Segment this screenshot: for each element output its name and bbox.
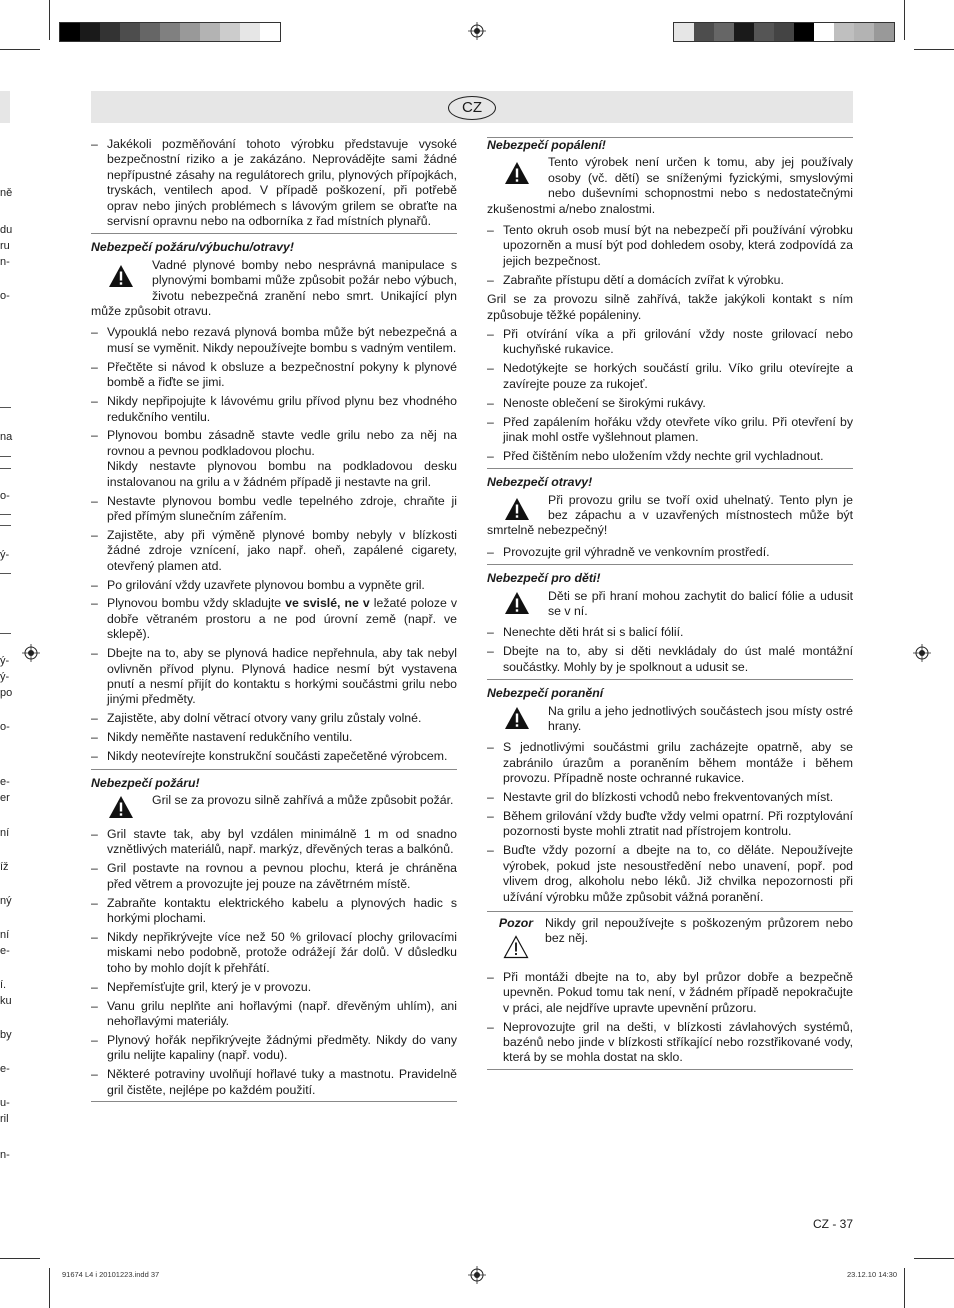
list-item-text: Dbejte na to, aby si děti nevkládaly do úst malé montážní součástky. Mohly by je spolknout a udusit se. xyxy=(503,644,853,674)
list-dash: – xyxy=(91,711,98,726)
edge-fragment: íž xyxy=(0,861,9,873)
color-swatch xyxy=(874,23,894,41)
list-dash: – xyxy=(91,929,98,944)
list-item xyxy=(487,273,853,288)
crop-mark xyxy=(914,49,954,50)
list-dash: – xyxy=(487,843,494,858)
list-item-text: Při otvírání víka a při grilování vždy noste grilovací nebo kuchyňské rukavice. xyxy=(503,326,853,357)
edge-fragment: e- xyxy=(0,776,10,788)
crop-mark xyxy=(904,1268,905,1308)
list-dash: – xyxy=(487,544,494,559)
list-dash: – xyxy=(91,359,98,374)
edge-fragment: ril xyxy=(0,1113,9,1125)
section-children xyxy=(487,564,853,675)
edge-fragment: na xyxy=(0,431,13,443)
color-swatch xyxy=(834,23,854,41)
section-title: Nebezpečí poranění xyxy=(487,686,604,701)
color-swatches-left xyxy=(59,22,281,42)
edge-fragment: er xyxy=(0,792,10,804)
crop-mark xyxy=(49,0,50,40)
edge-fragment: o- xyxy=(0,490,10,502)
list-dash: – xyxy=(487,740,494,755)
list-item xyxy=(91,999,457,1030)
warning-triangle-filled-icon xyxy=(504,497,530,521)
left-edge-bar xyxy=(0,91,10,123)
list-dash: – xyxy=(487,223,494,238)
warning-text: Na grilu a jeho jednotlivých součástech jsou místy ostré hrany. xyxy=(548,703,853,733)
warning-triangle-outline-icon xyxy=(503,935,529,959)
edge-rule xyxy=(0,514,11,515)
crop-mark xyxy=(914,1258,954,1259)
list-item-text: ležaté poloze v dobře větraném prostoru a ne pod úrovní země (např. ve sklepě). xyxy=(107,596,458,642)
list-item-text: Nenechte děti hrát si s balicí fólií. xyxy=(503,625,684,640)
list-dash: – xyxy=(91,1067,98,1082)
list-item xyxy=(487,625,853,640)
color-swatch xyxy=(754,23,774,41)
list-item-text: Nikdy neotevírejte konstrukční součásti zapečetěné výrobcem. xyxy=(107,749,448,764)
right-column xyxy=(487,137,853,1070)
section-title: Nebezpečí pro děti! xyxy=(487,571,601,586)
list-item: – Jakékoli pozměňování tohoto výrobku představuje vysoké bezpečnostní riziko a je zakázáno. Neprovádějte sami žádné nepřípustné zásahy na regulátorech grilu, plynových přípojkách, tryskách, ventilech apod. V případě poškození, při potřebě oprav nebo jiných problémech s lávovým grilem se obraťte na servisní opravnu nebo na odborníka z řad místních plynařů. xyxy=(91,137,457,229)
section-burn xyxy=(487,137,853,464)
list-dash: – xyxy=(91,998,98,1013)
list-item-text: Před čištěním nebo uložením vždy nechte gril vychladnout. xyxy=(503,448,824,463)
section-fire-explosion xyxy=(91,233,457,764)
date-slug: 23.12.10 14:30 xyxy=(846,1270,897,1279)
list-item-text: Plynový hořák nepřikrývejte žádnými předměty. Nikdy do vany grilu nelijte kapaliny (např. vodu). xyxy=(107,1032,457,1063)
list-dash: – xyxy=(487,790,494,805)
list-item xyxy=(91,730,457,745)
list-item xyxy=(91,360,457,391)
list-item-text: Nikdy neměňte nastavení redukčního ventilu. xyxy=(107,730,353,745)
color-swatch xyxy=(140,23,160,41)
list-dash: – xyxy=(487,625,494,640)
registration-mark-icon xyxy=(913,644,931,662)
edge-rule xyxy=(0,525,11,526)
list-item xyxy=(487,1020,853,1066)
list-item-text: Plynovou bombu vždy skladujte xyxy=(107,596,286,611)
edge-fragment: ý- xyxy=(0,549,10,561)
list-dash: – xyxy=(91,577,98,592)
list-dash: – xyxy=(91,428,98,443)
list-item-text: Zabraňte kontaktu elektrického kabelu a plynových hadic s horkými plochami. xyxy=(107,895,457,925)
crop-mark xyxy=(0,49,40,50)
color-swatch xyxy=(200,23,220,41)
list-dash: – xyxy=(487,361,494,376)
color-swatch xyxy=(854,23,874,41)
list-item xyxy=(91,980,457,995)
edge-fragment: ý- xyxy=(0,655,10,667)
list-item-text: Nestavte gril do blízkosti vchodů nebo frekventovaných míst. xyxy=(503,790,834,805)
list-item-text: Nikdy nepřipojujte k lávovému grilu přívod plynu bez vhodného redukčního ventilu. xyxy=(107,394,457,424)
list-item-text: Nestavte plynovou bombu vedle tepelného zdroje, chraňte ji před přímým slunečním zářením. xyxy=(107,493,457,523)
edge-rule xyxy=(0,468,11,469)
paragraph: Gril se za provozu silně zahřívá, takže jakýkoli kontakt s ním způsobuje těžké popáleniny. xyxy=(487,292,853,322)
list-item xyxy=(487,790,853,805)
list-item xyxy=(91,827,457,858)
list-item-text: Po grilování vždy uzavřete plynovou bombu a vypněte gril. xyxy=(107,577,425,592)
list-item xyxy=(487,361,853,392)
color-swatch xyxy=(774,23,794,41)
edge-fragment: e- xyxy=(0,1063,10,1075)
list xyxy=(91,827,457,1098)
registration-mark-icon xyxy=(22,644,40,662)
edge-fragment: ku xyxy=(0,995,12,1007)
edge-rule xyxy=(0,633,11,634)
list-item xyxy=(487,327,853,358)
crop-mark xyxy=(0,1258,40,1259)
list-item xyxy=(487,644,853,675)
list xyxy=(487,740,853,905)
list xyxy=(91,325,457,764)
section-fire xyxy=(91,769,457,1098)
color-swatch xyxy=(260,23,280,41)
list-item-text: Nedotýkejte se horkých součástí grilu. Víko grilu otevírejte a zavírejte pouze za rukojeť. xyxy=(503,361,853,391)
color-swatch xyxy=(220,23,240,41)
list-item xyxy=(91,494,457,525)
list-item-text: Provozujte gril výhradně ve venkovním prostředí. xyxy=(503,544,770,559)
list-item-text: Při montáži dbejte na to, aby byl průzor dobře a bezpečně upevněn. Pokud tomu tak není, v žádném případě nepokračujte v práci, ale nejdříve upravte upevnění průzoru. xyxy=(503,969,853,1015)
list-item xyxy=(91,711,457,726)
warning-text: Vadné plynové bomby nebo nesprávná manipulace s plynovými bombami může způsobit požár nebo výbuch, životu nebezpečná zranění nebo smrt. Unikající plyn může způsobit otravu. xyxy=(91,257,457,319)
warning-triangle-filled-icon xyxy=(108,795,134,819)
color-swatch xyxy=(714,23,734,41)
crop-mark xyxy=(904,0,905,40)
color-swatch xyxy=(180,23,200,41)
color-swatch xyxy=(60,23,80,41)
list-item xyxy=(487,223,853,269)
list-item-text: Plynovou bombu zásadně stavte vedle grilu nebo za něj na rovnou a pevnou podkladovou plochu. Nikdy nestavte plynovou bombu na podkladovou desku instalovanou na grilu a v žádném případě ji nestavte na gril. xyxy=(107,428,457,489)
divider xyxy=(91,1101,457,1102)
list-dash: – xyxy=(91,596,98,611)
edge-fragment: ý- xyxy=(0,671,10,683)
section-title: Nebezpečí požáru/výbuchu/otravy! xyxy=(91,240,294,255)
list-item-text: Gril postavte na rovnou a pevnou plochu, která je chráněna před větrem a provozujte jej pouze na závětrném místě. xyxy=(107,861,457,891)
edge-fragment: o- xyxy=(0,290,10,302)
caution-text: Nikdy gril nepoužívejte s poškozeným průzorem nebo bez něj. xyxy=(545,915,853,946)
list-item-text: Nikdy nepřikrývejte více než 50 % grilovací plochy grilovacími miskami nebo podobně, protože odrážejí žár dolů. V důsledku toho by mohlo dojít k přehřátí. xyxy=(107,929,457,975)
list xyxy=(487,327,853,464)
warning-text: Gril se za provozu silně zahřívá a může způsobit požár. xyxy=(152,792,454,807)
edge-fragment: e- xyxy=(0,945,10,957)
list-dash: – xyxy=(487,969,494,984)
list-item xyxy=(91,596,457,642)
list-item-text: Nenoste oblečení se širokými rukávy. xyxy=(503,395,706,410)
edge-fragment: n- xyxy=(0,1149,10,1161)
list-dash: – xyxy=(91,1032,98,1047)
registration-mark-icon xyxy=(468,1266,486,1284)
list-dash: – xyxy=(91,730,98,745)
bold-phrase: ve svislé, ne v xyxy=(285,596,370,611)
list-dash: – xyxy=(91,861,98,876)
list xyxy=(487,970,853,1066)
list-dash: – xyxy=(91,979,98,994)
list-item-text: Vypouklá nebo rezavá plynová bomba může být nebezpečná a musí se vyměnit. Nikdy nepoužívejte bombu s vadným ventilem. xyxy=(107,325,457,355)
list-item-text: Gril stavte tak, aby byl vzdálen minimálně 1 m od snadno vznětlivých materiálů, např. markýz, dřevěných teras a balkónů. xyxy=(107,826,457,857)
list-item xyxy=(487,396,853,411)
list-item xyxy=(487,843,853,905)
list-item xyxy=(91,861,457,892)
list-item xyxy=(91,394,457,425)
section-title: Nebezpečí popálení! xyxy=(487,138,606,152)
warning-triangle-filled-icon xyxy=(504,161,530,185)
list-item xyxy=(487,809,853,840)
edge-fragment: by xyxy=(0,1029,12,1041)
left-column xyxy=(91,137,457,1102)
list-item-text: Buďte vždy pozorní a dbejte na to, co děláte. Nepoužívejte výrobek, pokud jste nesoustředění nebo unavení, popř. pod vlivem drog, alkoholu nebo léků. Již chvilka nepozornosti při užívání výrobku může způsobit vážná poranění. xyxy=(503,843,853,904)
edge-fragment: u- xyxy=(0,1097,10,1109)
edge-fragment: du xyxy=(0,224,13,236)
list xyxy=(487,625,853,675)
list-dash: – xyxy=(91,646,98,661)
list-item-text: Tento okruh osob musí být na nebezpečí při používání výrobku upozorněn a musí být pod dohledem osoby, která zodpovídá za jejich bezpečnost. xyxy=(503,223,853,268)
caution-label: Pozor xyxy=(498,915,534,930)
file-slug: 91674 L4 i 20101223.indd 37 xyxy=(62,1270,160,1279)
list xyxy=(487,223,853,288)
edge-fragment: ru xyxy=(0,240,10,252)
divider xyxy=(487,1069,853,1070)
list-item xyxy=(91,646,457,708)
language-badge: CZ xyxy=(448,96,496,120)
edge-fragment: po xyxy=(0,687,13,699)
list-dash: – xyxy=(487,809,494,824)
list-item xyxy=(487,449,853,464)
color-swatch xyxy=(734,23,754,41)
registration-mark-icon xyxy=(468,22,486,40)
color-swatches-right xyxy=(673,22,895,42)
list-item-text: Přečtěte si návod k obsluze a bezpečnostní pokyny k plynové bombě a řiďte se jimi. xyxy=(107,359,457,390)
color-swatch xyxy=(240,23,260,41)
list-item xyxy=(487,545,853,560)
color-swatch xyxy=(120,23,140,41)
warning-text: Děti se při hraní mohou zachytit do balicí fólie a udusit se v ní. xyxy=(548,588,853,619)
list-dash: – xyxy=(91,826,98,841)
list-item-text: Zabraňte přístupu dětí a domácích zvířat k výrobku. xyxy=(503,272,784,287)
list-dash: – xyxy=(91,493,98,508)
list-item-text: Zajistěte, aby při výměně plynové bomby nebyly v blízkosti žádné zdroje vznícení, jako např. oheň, zapálené cigarety, otevřený plamen atd. xyxy=(107,527,457,573)
list-item xyxy=(91,325,457,356)
list-item-text: Před zapálením hořáku vždy otevřete víko grilu. Při otevření by jinak mohl ostře vyšlehnout plamen. xyxy=(503,414,853,444)
list-dash: – xyxy=(487,272,494,287)
edge-fragment: o- xyxy=(0,721,10,733)
color-swatch xyxy=(794,23,814,41)
edge-fragment: ný xyxy=(0,895,12,907)
list-dash: – xyxy=(487,1019,494,1034)
list-item xyxy=(91,896,457,927)
list-item xyxy=(91,428,457,490)
color-swatch xyxy=(80,23,100,41)
list-item-text: Neprovozujte gril na dešti, v blízkosti závlahových systémů, bazénů nebo jinde v blízkosti stříkající nebo rozstřikované vody, která by se mohla dostat na sklo. xyxy=(503,1019,853,1065)
section-title: Nebezpečí otravy! xyxy=(487,475,593,490)
list-item xyxy=(91,578,457,593)
list-dash: – xyxy=(487,644,494,659)
color-swatch xyxy=(694,23,714,41)
list-item-text: Některé potraviny uvolňují hořlavé tuky a mastnotu. Pravidelně gril čistěte, nejlépe po každém použití. xyxy=(107,1067,457,1097)
list-dash: – xyxy=(487,395,494,410)
edge-fragment: ně xyxy=(0,187,13,199)
warning-text: Při provozu grilu se tvoří oxid uhelnatý. Tento plyn je bez zápachu a v uzavřených místnostech může být smrtelně nebezpečný! xyxy=(487,492,853,538)
crop-mark xyxy=(49,1268,50,1308)
edge-rule xyxy=(0,407,11,408)
warning-triangle-filled-icon xyxy=(504,706,530,730)
list-item-text: Během grilování vždy buďte vždy velmi opatrní. Při rozptylování pozornosti byste mohli ztratit nad přístrojem kontrolu. xyxy=(503,809,853,839)
list-item xyxy=(91,930,457,976)
warning-text: Tento výrobek není určen k tomu, aby jej používaly osoby (vč. dětí) se sníženými fyzickými, smyslovými nebo duševními schopnostmi nebo s nedostatečnými zkušenostmi a/nebo znalostmi. xyxy=(487,155,853,216)
list-dash: – xyxy=(487,326,494,341)
list-item xyxy=(91,1033,457,1064)
list-dash: – xyxy=(91,895,98,910)
list-dash: – xyxy=(487,448,494,463)
list-item-text: Vanu grilu neplňte ani hořlavými (např. dřevěným uhlím), ani nehořlavými materiály. xyxy=(107,998,457,1028)
list-item xyxy=(487,970,853,1016)
list-dash: – xyxy=(91,325,98,340)
edge-fragment: n- xyxy=(0,256,10,268)
edge-fragment: ní xyxy=(0,827,10,839)
edge-fragment: ní xyxy=(0,929,10,941)
list xyxy=(487,545,853,560)
caution-box xyxy=(487,911,853,964)
color-swatch xyxy=(674,23,694,41)
color-swatch xyxy=(814,23,834,41)
list-dash: – xyxy=(91,749,98,764)
edge-rule xyxy=(0,573,11,574)
list-item xyxy=(91,528,457,574)
list-item-text: Nepřemísťujte gril, který je v provozu. xyxy=(107,979,312,994)
color-swatch xyxy=(160,23,180,41)
edge-rule xyxy=(0,456,11,457)
list-item-text: S jednotlivými součástmi grilu zacházejte opatrně, aby se zabránilo úrazům a poraněním během montáže i během provozu. Případně noste ochranné rukavice. xyxy=(503,740,853,786)
list-dash: – xyxy=(91,394,98,409)
list-item xyxy=(91,749,457,764)
list-dash: – xyxy=(487,414,494,429)
list-item xyxy=(487,740,853,786)
warning-triangle-filled-icon xyxy=(504,591,530,615)
edge-fragment: í. xyxy=(0,979,7,991)
list-item xyxy=(91,1067,457,1098)
section-poisoning xyxy=(487,468,853,560)
list-item xyxy=(487,415,853,446)
list-item-text: Zajistěte, aby dolní větrací otvory vany grilu zůstaly volné. xyxy=(107,711,422,726)
warning-triangle-filled-icon xyxy=(108,264,134,288)
list-dash: – xyxy=(91,527,98,542)
page-number: CZ - 37 xyxy=(812,1217,853,1231)
section-injury xyxy=(487,679,853,905)
list-item-text: Dbejte na to, aby se plynová hadice nepřehnula, aby tak nebyl ovlivněn přívod plynu. Plynová hadice nesmí být vystavena pnutí a nesmí přijít do kontaktu s horkými součástmi grilu nebo jinými předměty. xyxy=(107,646,457,707)
color-swatch xyxy=(100,23,120,41)
section-title: Nebezpečí požáru! xyxy=(91,775,200,790)
